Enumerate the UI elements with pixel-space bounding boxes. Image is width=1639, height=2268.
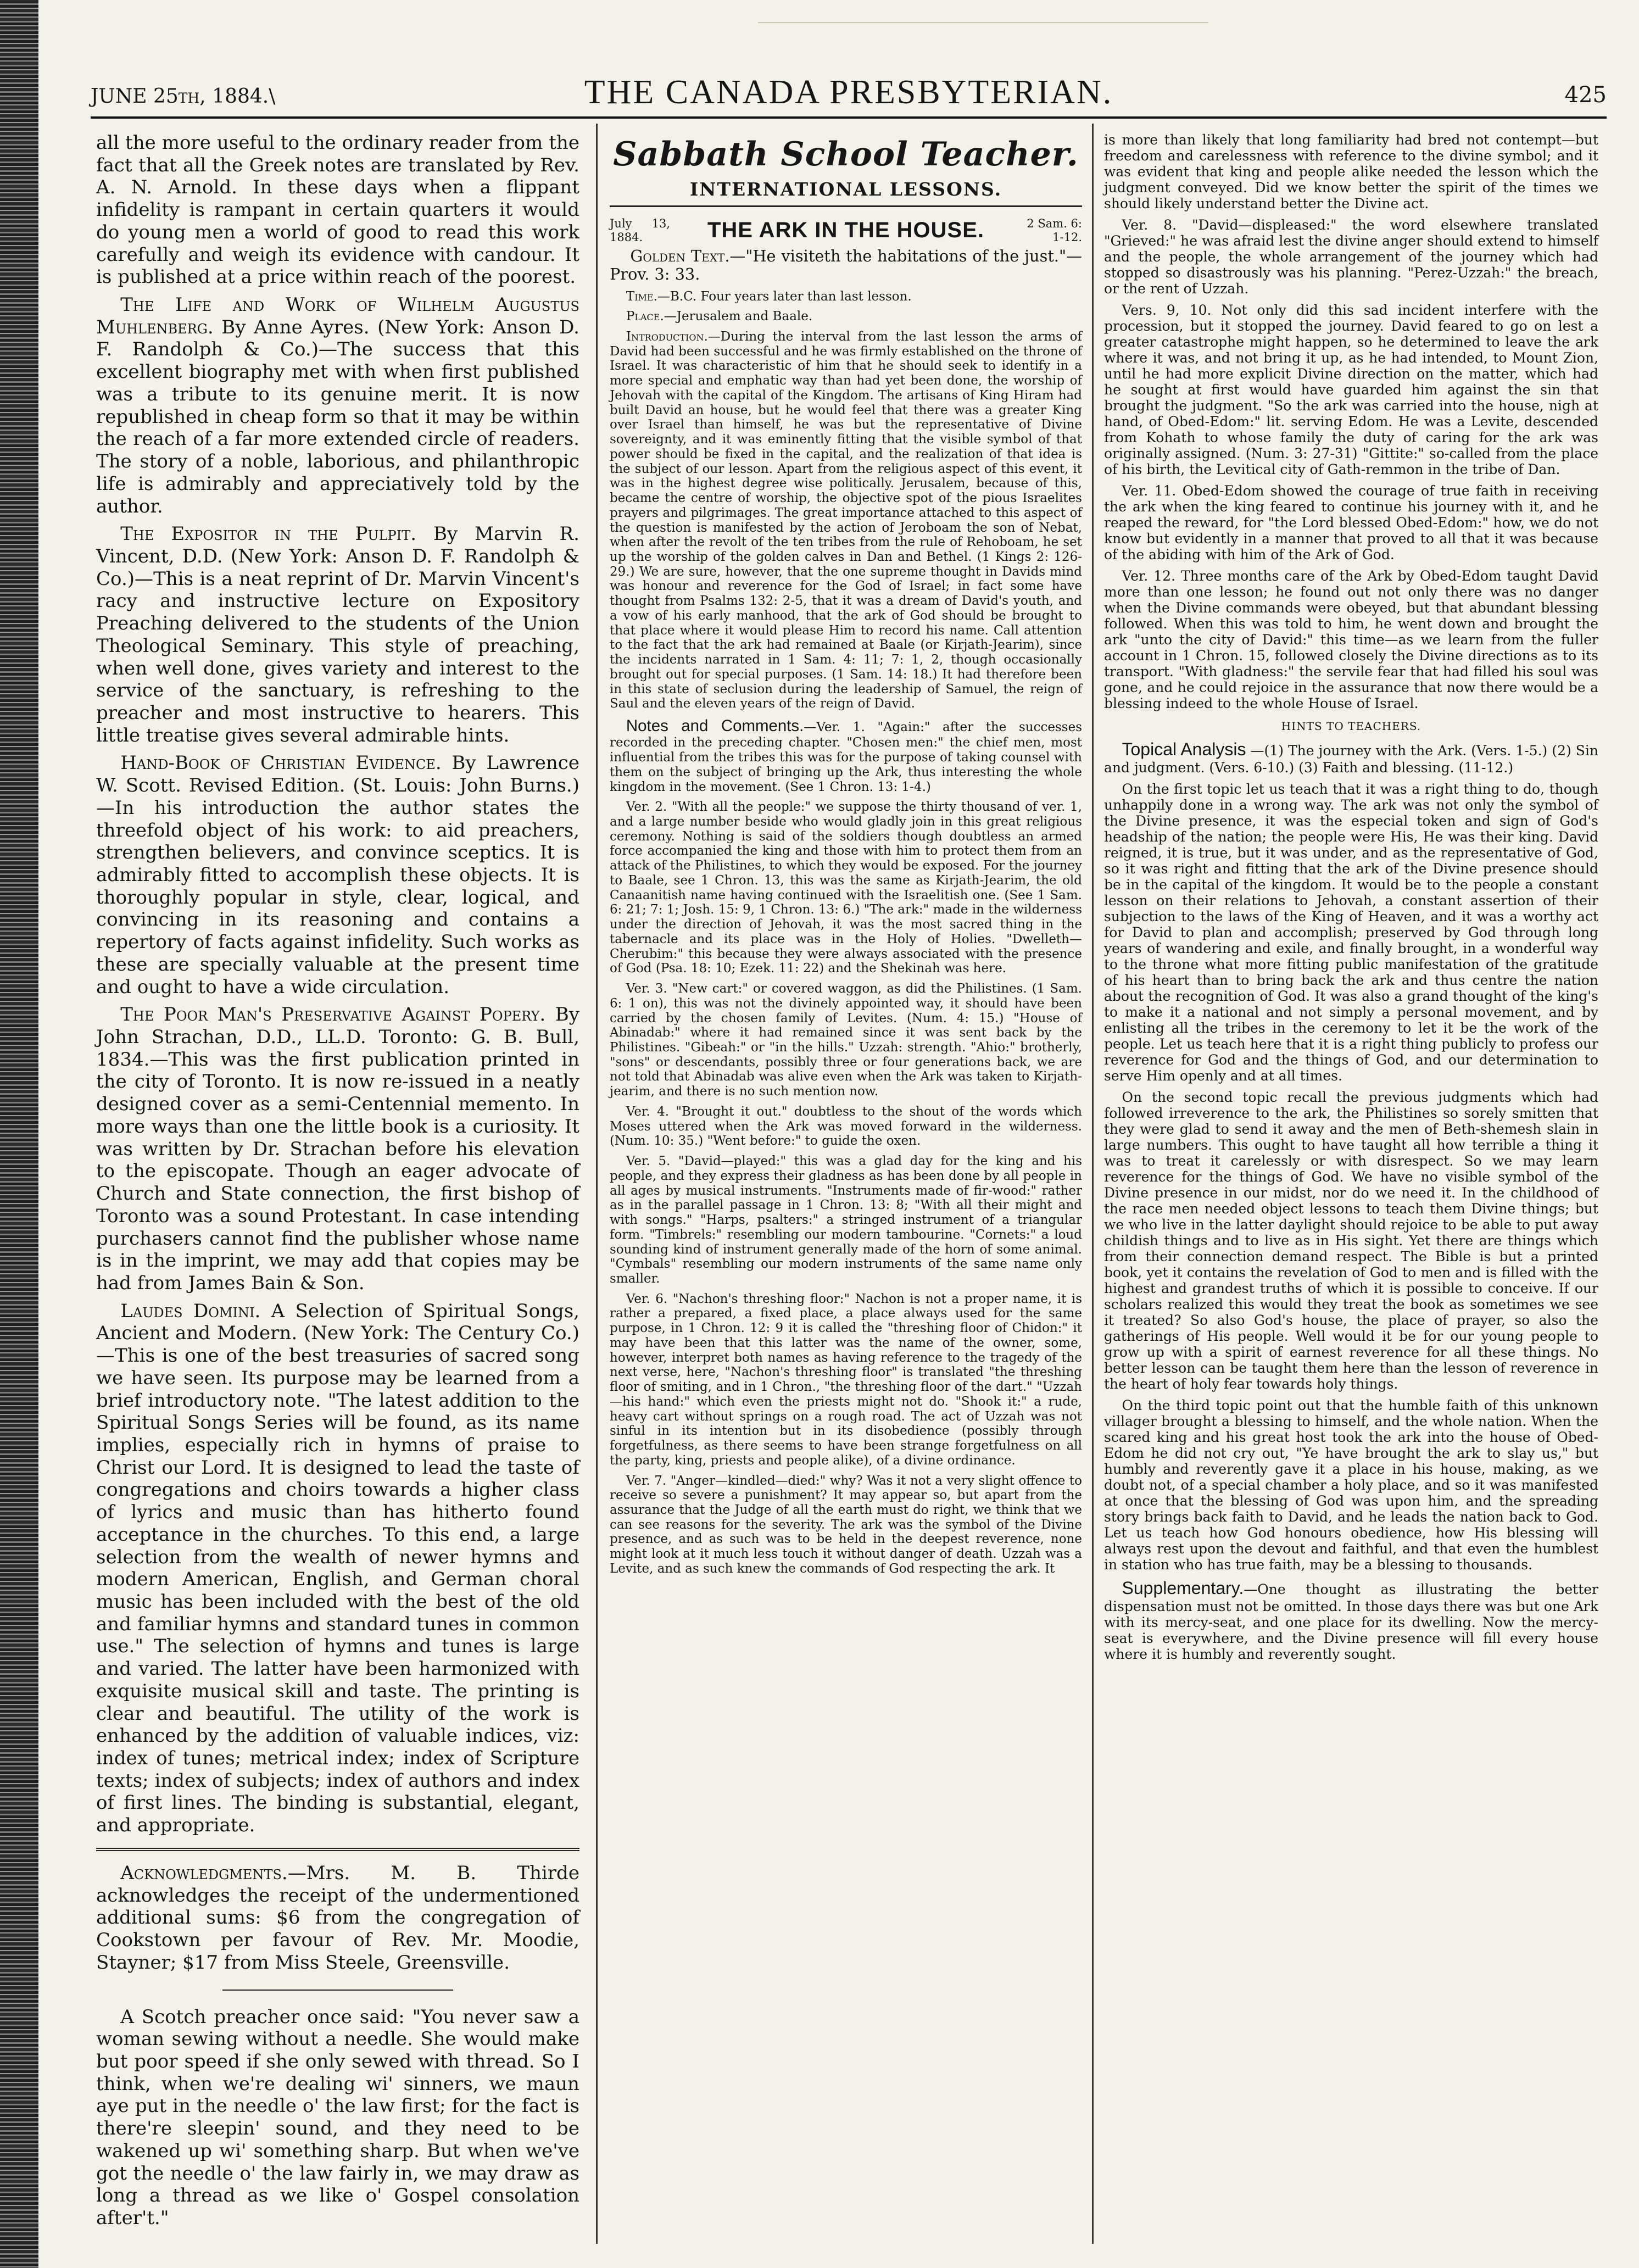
note-ver-7: Ver. 7. "Anger—kindled—died:" why? Was it not a very slight offence to receive so severe a punishment? It may appear so, but apart from the assurance that the Judge of all the earth must do right, we think that we can see reasons for the severity. The ark was the symbol of the Divine presence, and as such was to be held in the deepest reverence, none might look at it much less touch it without danger of death. Uzzah was a Levite, and as such knew the commands of God respecting the ark. It [610,1473,1082,1576]
review-title: The Poor Man's Preservative Against Popery. [120,1004,546,1026]
lesson-reference: 2 Sam. 6: 1-12. [1027,217,1082,244]
scotch-preacher-anecdote: A Scotch preacher once said: "You never saw a woman sewing without a needle. She would make but poor speed if she only sewed with thread. So I think, when we're dealing wi' sinners, we maun aye put in the needle o' the law first; for the fact is there're sleepin' sound, and they need to be wakened up wi' something sharp. But when we've got the needle o' the law fairly in, we may draw as long a thread as we like o' Gospel consolation after't." [96,2005,579,2229]
note-ver-4: Ver. 4. "Brought it out." doubtless to the shout of the words which Moses uttered when the Ark was moved forward in the wilderness. (Num. 10: 35.) "Went before:" to guide the oxen. [610,1104,1082,1149]
note-ver-6: Ver. 6. "Nachon's threshing floor:" Nachon is not a proper name, it is rather a prepared, a fixed place, a place always used for the same purpose, in 1 Chron. 12: 9 it is called the "threshing floor of Chidon:" it may have been that this latter was the name of the owner, some, however, interpret both names as having reference to the tragedy of the next verse, here, "Nachon's threshing floor" is translated "the threshing floor of smiting, and in 1 Chron., "the threshing floor of the dart." "Uzzah—his hand:" which even the priests might not do. "Shook it:" a rude, heavy cart without springs on a rough road. The act of Uzzah was not sinful in its intention but in its disobedience (possibly through forgetfulness, as there seems to have been strange forgetfulness on all the party, king, priests and people alike), of a divine ordinance. [610,1291,1082,1468]
note-ver-11: Ver. 11. Obed-Edom showed the courage of true faith in receiving the ark when the king feared to continue his journey with it, and he reaped the reward, for "the Lord blessed Obed-Edom:" how, we do not know but evidently in a manner that proved to all that it was because of the abiding with him of the Ark of God. [1104,483,1598,562]
note-ver-5: Ver. 5. "David—played:" this was a glad day for the king and his people, and they express their gladness as has been done by all people in all ages by musical instruments. "Instruments made of fir-wood:" rather as in the parallel passage in 1 Chron. 13: 8; "With all their might and with songs." "Harps, psalters:" a stringed instrument of a triangular form. "Timbrels:" resembling our modern tambourine. "Cornets:" a loud sounding kind of instrument generally made of the horn of some animal. "Cymbals" resembling our modern instruments of the same name only smaller. [610,1154,1082,1286]
international-lessons-heading: INTERNATIONAL LESSONS. [610,179,1082,207]
short-divider [222,1990,453,1991]
hint-third-topic: On the third topic point out that the humble faith of this unknown villager brought a blessing to himself, and the whole nation. When the scared king and his great host took the ark into the house of Obed-Edom he did not cry out, "Ye have brought the ark to slay us," but humbly and reverently gave it a place in his house, making, as we doubt not, of a special chamber a holy place, and so it was manifested at once that the blessing of God was upon him, and the spreading story brings back faith to David, and he leads the nation back to God. Let us teach how God honours obedience, how His blessing will always rest upon the devout and faithful, and that even the humblest in station who has true faith, may be a blessing to thousands. [1104,1397,1598,1573]
note-ver-3: Ver. 3. "New cart:" or covered waggon, as did the Philistines. (1 Sam. 6: 1 on), this was not the divinely appointed way, it should have been carried by the chosen family of Levites. (Num. 4: 15.) "House of Abinadab:" where it had remained since it was sent back by the Philistines. "Gibeah:" or "in the hills." Uzzah: strength. "Ahio:" brotherly, "sons" or descendants, possibly three or four generations back, we are not told that Abinadab was alive even when the Ark was taken to Kirjath-jearim, and there is no such mention now. [610,982,1082,1099]
section-divider [96,1848,579,1851]
review-title: Hand-Book of Christian Evidence. [120,752,442,774]
ack-title: Acknowledgments. [120,1862,288,1884]
golden-body: —"He visiteth the habitations of the just."—Prov. 3: 33. [610,246,1082,284]
hints-to-teachers-heading: HINTS TO TEACHERS. [1281,720,1421,733]
page-number: 425 [1564,82,1607,108]
place-label: Place. [626,309,664,324]
right-column [1104,132,1598,1668]
review-title: The Life and Work of Wilhelm Augustus Muhlenberg. [96,294,579,338]
review-body: By John Strachan, D.D., LL.D. Toronto: G. B. Bull, 1834.—This was the first publication printed in the city of Toronto. It is now re-issued in a neatly designed cover as a semi-Centennial memento. In more ways than one the little book is a curiosity. It was written by Dr. Strachan before his elevation to the episcopate. Though an eager advocate of Church and State connection, the first bishop of Toronto was a sound Protestant. In case intending purchasers cannot find the publisher whose name is in the imprint, we may add that copies may be had from James Bain & Son. [96,1004,580,1294]
masthead [91,66,1607,115]
review-title: The Expositor in the Pulpit. [120,523,417,545]
note-ver-1: —Ver. 1. "Again:" after the successes recorded in the preceding chapter. "Chosen men:" the chief men, most influential from the tribes this was for the purpose of taking counsel with them on the subject of bringing up the Ark, thus interesting the whole kingdom in the movement. (See 1 Chron. 13: 1-4.) [610,720,1082,794]
review-title: Laudes Domini. [120,1300,261,1322]
lesson-time [610,289,1082,304]
review-body: By Lawrence W. Scott. Revised Edition. (St. Louis: John Burns.)—In his introduction the author states the threefold object of his work: to aid preachers, strengthen believers, and convince sceptics. It is admirably fitted to accomplish these objects. It is thoroughly popular in style, clear, logical, and convincing in its reasoning and contains a repertory of facts against infidelity. Such works as these are specially valuable at the present time and ought to have a wide circulation. [96,752,579,998]
lesson-date: July 13, 1884. [610,217,670,244]
review-handbook [96,752,579,998]
review-muhlenberg [96,294,579,517]
intro-body: —During the interval from the last lesson the arms of David had been successful and he was firmly established on the throne of Israel. It was characteristic of him that he should seek to identify in a more special and emphatic way than had yet been done, the worship of Jehovah with the capital of the Kingdom. The artisans of King Hiram had built David an house, but he would feel that there was a greater King over Israel than himself, he was but the representative of Divine sovereignty, and it was eminently fitting that the visible symbol of that power should be fixed in the capital, and the realization of that idea is the subject of our lesson. Apart from the religious aspect of this event, it was in the highest degree wise politically. Jerusalem, because of this, became the centre of worship, the objective spot of the pious Israelites prayers and pilgrimages. The great importance attached to this aspect of the question is manifested by the action of Jeroboam the son of Nebat, when after the revolt of the ten tribes from the rule of Rehoboam, he set up the worship of the golden calves in Dan and Bethel. (1 Kings 2: 126-29.) We are sure, however, that the one supreme thought in Davids mind was honour and reverence for the God of Israel; in fact some have thought from Psalms 132: 2-5, that it was a dream of David's youth, and a vow of his early manhood, that the ark of God should be brought to that place where it would please Him to record his name. Call attention to the fact that the ark had remained at Baale (or Kirjath-Jearim), since the incidents narrated in 1 Sam. 4: 11; 7: 1, 2, though occasionally brought out for special purposes. (1 Sam. 14: 18.) It had therefore been in this state of seclusion during the leadership of Samuel, the reign of Saul and the eleven years of the reign of David. [610,329,1082,711]
note-ver-2: Ver. 2. "With all the people:" we suppose the thirty thousand of ver. 1, and a large number beside who would gladly join in this great religious ceremony. Nothing is said of the soldiers though doubtless an armed force accompanied the king and those with him to protect them from an attack of the Philistines, to which they would be exposed. For the journey to Baale, see 1 Chron. 13, this was the same as Kirjath-Jearim, the old Canaanitish name having continued with the Israelitish one. (See 1 Sam. 6: 21; 7: 1; Josh. 15: 9, 1 Chron. 13: 6.) "The ark:" made in the wilderness under the direction of Jehovah, it was the most sacred thing in the tabernacle and its place was in the Holy of Holies. "Dwelleth—Cherubim:" this because they were always associated with the presence of God (Psa. 18: 10; Ezek. 11: 22) and the Shekinah was here. [610,800,1082,976]
note-ver-12: Ver. 12. Three months care of the Ark by Obed-Edom taught David more than one lesson; he found out not only there was no danger when the Divine commands were obeyed, but that abundant blessing followed. When this was told to him, he went down and brought the ark "unto the city of David:" this time—as we learn from the fuller account in 1 Chron. 15, followed closely the Divine directions as to its transport. "With gladness:" the servile fear that had filled his soul was gone, and he could rejoice in the assurance that now there would be a blessing indeed to the whole House of Israel. [1104,568,1598,711]
note-ver-8: Ver. 8. "David—displeased:" the word elsewhere translated "Grieved:" he was afraid lest the divine anger should extend to himself and the people, the whole arrangement of the journey which had stopped so disastrously was his planning. "Perez-Uzzah:" the breach, or the rent of Uzzah. [1104,217,1598,297]
supplementary-label: Supplementary. [1122,1578,1244,1598]
left-column [96,132,579,2235]
hint-first-topic: On the first topic let us teach that it was a right thing to do, though unhappily done in a wrong way. The ark was not only the symbol of the Divine presence, it was the especial token and sign of God's headship of the nation; the people were His, He was their king. David reigned, it is true, but it was under, and as the representative of God, so it was right and fitting that the ark of the Divine presence should be in the capital of the kingdom. It would be to the people a constant lesson on their relations to Jehovah, a constant assertion of their subjection to the laws of the King of Heaven, and it was a worthy act for David to plan and accomplish; preserved by God through long years of wandering and exile, and finally brought, in a wonderful way to the throne what more fitting public manifestation of the gratitude of his heart than to bring back the ark and thus centre the nation about the recognition of God. It was also a grand thought of the king's to make it a national and not simply a personal movement, and by enlisting all the tribes in the ceremony to let it be the work of the people. Let us teach here that it is a right thing publicly to profess our reverence for God and the things of God, and our determination to serve Him openly and at all times. [1104,781,1598,1084]
intro-label: Introduction. [626,329,708,344]
sabbath-school-heading: Sabbath School Teacher. [613,135,1079,174]
middle-column [610,132,1082,1582]
golden-text [610,247,1082,284]
lesson-header [610,217,1082,243]
topical-analysis [1104,739,1598,776]
intro-paragraph: all the more useful to the ordinary reader from the fact that all the Greek notes are translated by Rev. A. N. Arnold. In these days when a flippant infidelity is rampant in certain quarters it would do young men a world of good to read this work carefully and weigh its evidence with candour. It is published at a price within reach of the poorest. [96,132,579,288]
review-expositor [96,523,579,746]
hint-second-topic: On the second topic recall the previous judgments which had followed irreverence to the ark, the Philistines so sorely smitten that they were glad to send it away and the men of Beth-shemesh slain in large numbers. This ought to have taught all how terrible a thing it was to treat it carelessly or with disrespect. So we may learn reverence for the things of God. We have no visible symbol of the Divine presence in our midst, nor do we need it. In the childhood of the race men needed object lessons to teach them Divine things; but we who live in the latter daylight should rejoice to be able to put away childish things and to live as in His sight. Yet there are things which from their connection demand respect. The Bible is but a printed book, yet it contains the revelation of God to men and is filled with the highest and grandest truths of which it is possible to conceive. If our scholars realized this would they treat the book as sometimes we see it treated? So also God's house, the place of prayer, so also the gatherings of His people. Well would it be for our young people to grow up with a spirit of earnest reverence for all these things. No better lesson can be taught them here than the lesson of reverence in the heart of holy fear towards holy things. [1104,1089,1598,1392]
acknowledgments [96,1862,579,1974]
ack-body: —Mrs. M. B. Thirde acknowledges the receipt of the undermentioned additional sums: $6 from the congregation of Cookstown per favour of Rev. Mr. Moodie, Stayner; $17 from Miss Steele, Greensville. [96,1862,579,1974]
top-margin-mark [758,22,1208,23]
lesson-title: THE ARK IN THE HOUSE. [707,218,984,243]
place-body: —Jerusalem and Baale. [664,309,813,324]
review-body: By Anne Ayres. (New York: Anson D. F. Randolph & Co.)—The success that this excellent biography met with when first published was a tribute to its genuine merit. It is now republished in cheap form so that it may be within the reach of a far more extended circle of readers. The story of a noble, laborious, and philanthropic life is admirably and appreciatively told by the author. [96,316,579,517]
notes-label: Notes and Comments. [626,717,804,735]
time-label: Time. [626,289,657,304]
review-poor-mans [96,1004,579,1294]
topical-label: Topical Analysis [1122,739,1246,760]
column-divider-left [596,124,598,2244]
note-continued: is more than likely that long familiarity had bred not contempt—but freedom and carelessness with reference to the divine symbol; and it was evident that king and people alike needed the lesson which the judgment conveyed. Did we know better the spirit of the times we should likely understand better the Divine act. [1104,132,1598,211]
review-laudes-domini [96,1300,579,1837]
note-ver-9-10: Vers. 9, 10. Not only did this sad incident interfere with the procession, but it stopped the journey. David feared to go on lest a greater catastrophe might happen, so he determined to leave the ark where it was, and not bring it up, as he had intended, to Mount Zion, until he had more explicit Divine direction on the matter, which had he sought at first would have guarded him against the sin that brought the judgment. "So the ark was carried into the house, nigh at hand, of Obed-Edom:" lit. serving Edom. He was a Levite, descended from Kohath to whose family the duty of caring for the ark was originally assigned. (Num. 3: 27-31) "Gittite:" so-called from the place of his birth, the Levitical city of Gath-remmon in the tribe of Dan. [1104,302,1598,477]
supplementary-body: —One thought as illustrating the better dispensation must not be omitted. In those days there was but one Ark with its mercy-seat, and one place for its dwelling. Now the mercy-seat is everywhere, and the Divine presence will fill every house where it is humbly and reverently sought. [1104,1581,1598,1663]
notes-and-comments [610,717,1082,794]
topical-body: —(1) The journey with the Ark. (Vers. 1-5.) (2) Sin and judgment. (Vers. 6-10.) (3) Faith and blessing. (11-12.) [1104,743,1599,776]
binding-edge [0,0,38,2268]
masthead-rule [91,116,1607,119]
newspaper-title: THE CANADA PRESBYTERIAN. [584,74,1113,111]
column-divider-right [1092,124,1094,2244]
golden-label: Golden Text. [630,246,730,265]
review-body: A Selection of Spiritual Songs, Ancient and Modern. (New York: The Century Co.)—This is one of the best treasuries of sacred song we have seen. Its purpose may be learned from a brief introductory note. "The latest addition to the Spiritual Songs Series will be found, as its name implies, especially rich in hymns of praise to Christ our Lord. It is designed to lead the taste of congregations and choirs towards a higher class of lyrics and music than has hitherto found acceptance in the churches. To this end, a large selection from the wealth of newer hymns and modern American, English, and German choral music has been included with the best of the old and familiar hymns and standard tunes in common use." The selection of hymns and tunes is large and varied. The latter have been harmonized with exquisite musical skill and taste. The printing is clear and beautiful. The utility of the work is enhanced by the addition of valuable indices, viz: index of tunes; metrical index; index of Scripture texts; index of subjects; index of authors and index of first lines. The binding is substantial, elegant, and appropriate. [96,1300,580,1837]
issue-date: JUNE 25th, 1884.\ [91,85,276,108]
time-body: —B.C. Four years later than last lesson. [657,289,912,304]
review-body: By Marvin R. Vincent, D.D. (New York: Anson D. F. Randolph & Co.)—This is a neat reprint of Dr. Marvin Vincent's racy and instructive lecture on Expository Preaching delivered to the students of the Union Theological Seminary. This style of preaching, when well done, gives variety and interest to the service of the sanctuary, is refreshing to the preacher and most instructive to hearers. This little treatise gives several admirable hints. [96,523,580,746]
lesson-introduction [610,330,1082,711]
supplementary [1104,1578,1598,1662]
lesson-place [610,309,1082,324]
